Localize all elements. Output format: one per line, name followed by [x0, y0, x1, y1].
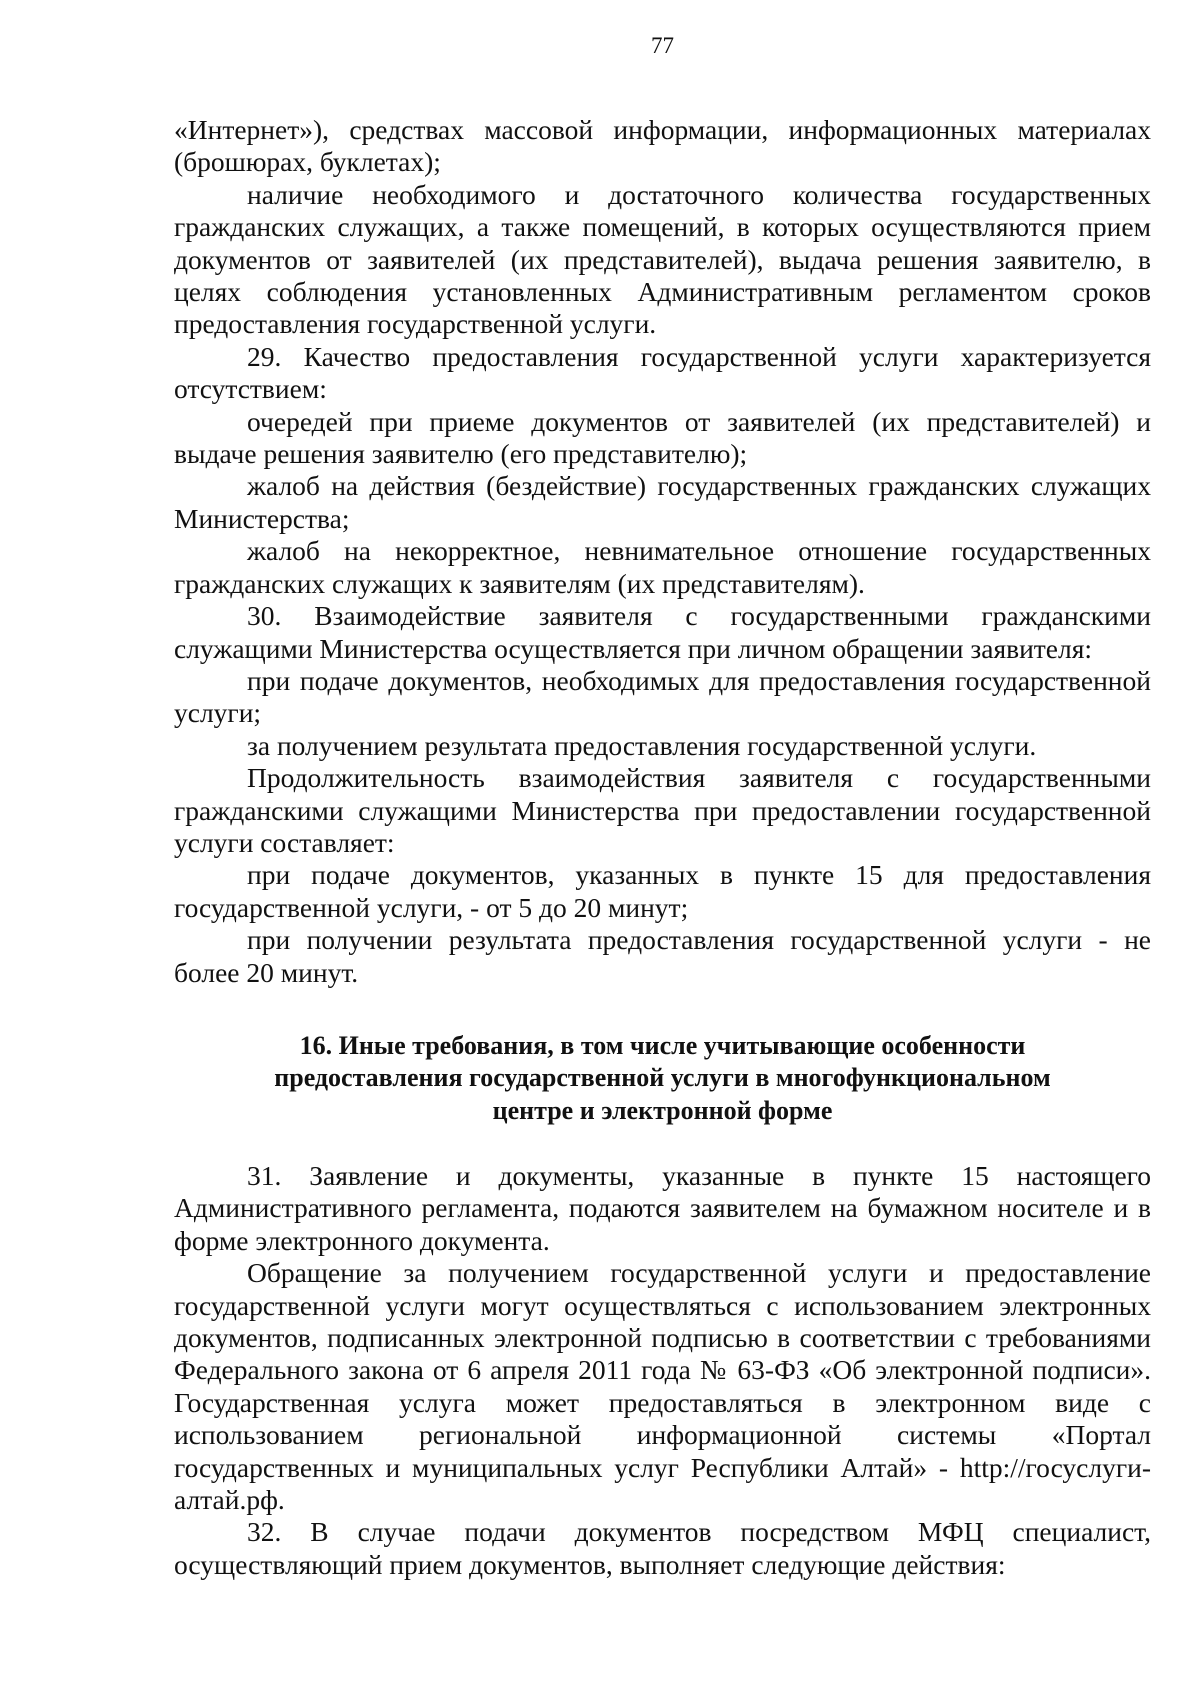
section-heading-line: 16. Иные требования, в том числе учитывающие особенности — [299, 1031, 1026, 1060]
section-heading-line: предоставления государственной услуги в многофункциональном — [274, 1063, 1051, 1093]
paragraph: жалоб на действия (бездействие) государственных гражданских служащих Министерства; — [174, 470, 1151, 534]
paragraph: 29. Качество предоставления государственной услуги характеризуется отсутствием: — [174, 340, 1151, 405]
paragraph: при подаче документов, необходимых для предоставления государственной услуги; — [174, 664, 1151, 729]
paragraph: за получением результата предоставления государственной услуги. — [247, 729, 1037, 761]
paragraph: «Интернет»), средствах массовой информации, информационных материалах (брошюрах, буклетах); — [174, 114, 1151, 178]
paragraph: при подаче документов, указанных в пункте 15 для предоставления государственной услуги, - от 5 до 20 минут; — [174, 859, 1151, 923]
paragraph: 32. В случае подачи документов посредством МФЦ специалист, осуществляющий прием документов, выполняет следующие действия: — [174, 1516, 1151, 1580]
paragraph: Обращение за получением государственной услуги и предоставление государственной услуги могут осуществляться с использованием электронных документов, подписанных электронной подписью в соответствии с требованиями Федерального закона от 6 апреля 2011 года № 63-ФЗ «Об электронной подписи». Государственная услуга может предоставляться в электронном виде с использованием региональной информационной системы «Портал государственных и муниципальных услуг Республики Алтай» - http://госуслуги-алтай.рф. — [174, 1257, 1151, 1516]
paragraph: при получении результата предоставления государственной услуги - не более 20 минут. — [174, 924, 1151, 988]
body-text-top — [174, 114, 1151, 989]
paragraph: очередей при приеме документов от заявителей (их представителей) и выдаче решения заявителю (его представителю); — [174, 405, 1151, 470]
section-heading — [174, 1030, 1151, 1127]
paragraph: 31. Заявление и документы, указанные в пункте 15 настоящего Административного регламента, подаются заявителем на бумажном носителе и в форме электронного документа. — [174, 1160, 1151, 1256]
page-number: 77 — [651, 33, 674, 58]
section-heading-line: центре и электронной форме — [492, 1095, 833, 1125]
paragraph: Продолжительность взаимодействия заявителя с государственными гражданскими служащими Министерства при предоставлении государственной услуги составляет: — [174, 762, 1151, 858]
paragraph: жалоб на некорректное, невнимательное отношение государственных гражданских служащих к заявителям (их представителям). — [174, 535, 1151, 599]
paragraph: 30. Взаимодействие заявителя с государственными гражданскими служащими Министерства осуществляется при личном обращении заявителя: — [174, 600, 1151, 664]
paragraph: наличие необходимого и достаточного количества государственных гражданских служащих, а также помещений, в которых осуществляются прием документов от заявителей (их представителей), выдача решения заявителю, в целях соблюдения установленных Административным регламентом сроков предоставления государственной услуги. — [174, 178, 1151, 340]
body-text-bottom — [174, 1160, 1151, 1581]
